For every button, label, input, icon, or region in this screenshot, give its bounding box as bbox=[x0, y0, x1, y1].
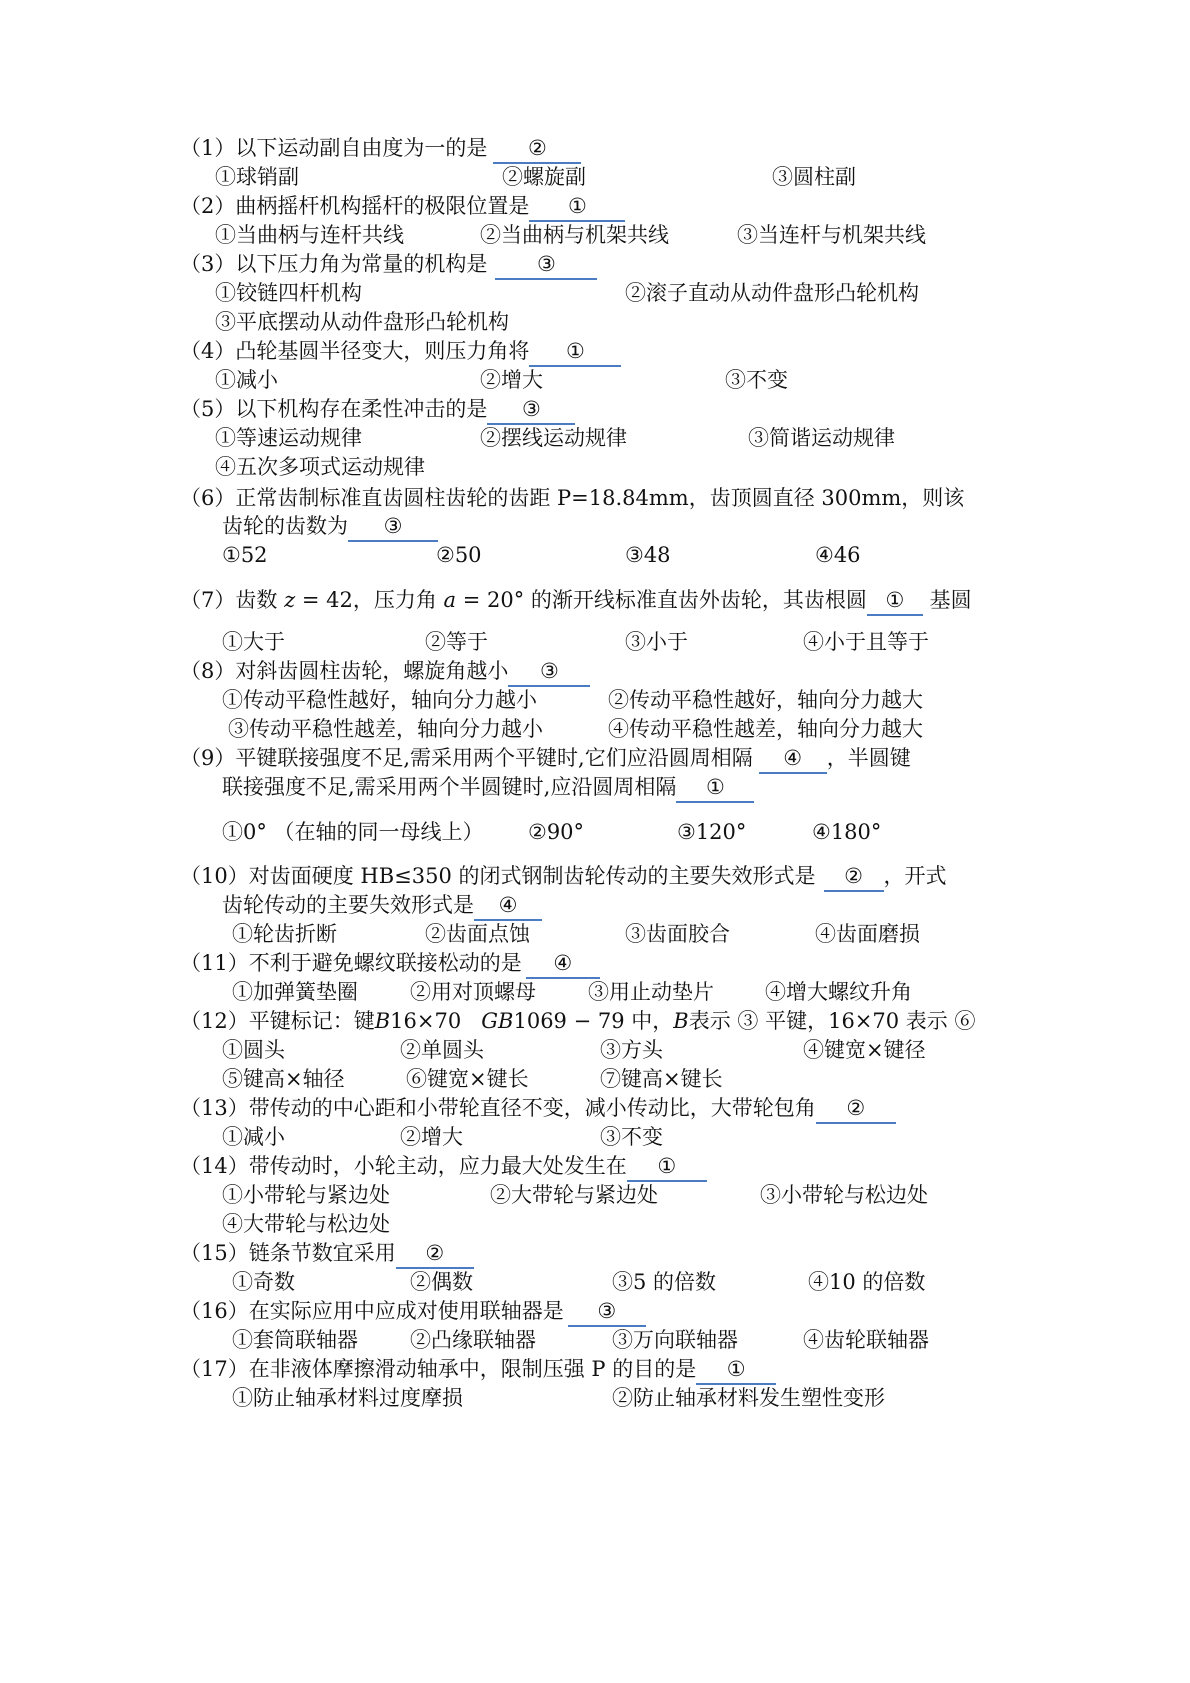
option: ⑤键高×轴径 bbox=[222, 1067, 345, 1091]
question-15 bbox=[180, 1239, 474, 1269]
option: ③圆柱副 bbox=[772, 165, 856, 189]
question-8 bbox=[180, 657, 590, 687]
math-variable: z bbox=[284, 588, 296, 612]
math-value: 16×70 bbox=[390, 1009, 462, 1033]
question-stem: （1）以下运动副自由度为一的是 bbox=[180, 136, 488, 160]
option: ②摆线运动规律 bbox=[480, 426, 627, 450]
option: ①大于 bbox=[222, 630, 285, 654]
answer-blank: ④ bbox=[759, 744, 827, 774]
option: ②等于 bbox=[425, 630, 488, 654]
option: ①小带轮与紧边处 bbox=[222, 1183, 390, 1207]
question-6-line-1: （6）正常齿制标准直齿圆柱齿轮的齿距 P=18.84mm，齿顶圆直径 300mm，则该 bbox=[180, 486, 965, 510]
option: ②齿面点蚀 bbox=[425, 922, 530, 946]
question-stem: （4）凸轮基圆半径变大，则压力角将 bbox=[180, 339, 530, 363]
option: ①轮齿折断 bbox=[232, 922, 337, 946]
question-stem: ，开式 bbox=[883, 864, 947, 888]
option: ①当曲柄与连杆共线 bbox=[215, 223, 404, 247]
math-variable: a bbox=[443, 588, 457, 612]
question-stem: （10）对齿面硬度 HB≤350 的闭式钢制齿轮传动的主要失效形式是 bbox=[180, 864, 816, 888]
option: ③不变 bbox=[725, 368, 788, 392]
option: ①圆头 bbox=[222, 1038, 285, 1062]
question-1 bbox=[180, 134, 581, 164]
option: ③当连杆与机架共线 bbox=[737, 223, 926, 247]
question-stem: （5）以下机构存在柔性冲击的是 bbox=[180, 397, 488, 421]
question-stem: 齿轮的齿数为 bbox=[222, 514, 348, 538]
option: ①奇数 bbox=[232, 1270, 295, 1294]
question-stem: ，半圆键 bbox=[826, 746, 911, 770]
option: ①传动平稳性越好，轴向分力越小 bbox=[222, 688, 537, 712]
math-value: = 20° bbox=[462, 588, 525, 612]
option: ②增大 bbox=[400, 1125, 463, 1149]
option: ①球销副 bbox=[215, 165, 299, 189]
option: ③传动平稳性越差，轴向分力越小 bbox=[228, 717, 543, 741]
question-stem: （14）带传动时，小轮主动，应力最大处发生在 bbox=[180, 1154, 627, 1178]
option: ②偶数 bbox=[410, 1270, 473, 1294]
question-stem: （11）不利于避免螺纹联接松动的是 bbox=[180, 951, 522, 975]
option: ④键宽×键径 bbox=[803, 1038, 926, 1062]
option: ①防止轴承材料过度摩损 bbox=[232, 1386, 463, 1410]
answer-mark: ⑥ bbox=[954, 1009, 976, 1033]
option: ②增大 bbox=[480, 368, 543, 392]
answer-blank: ③ bbox=[508, 657, 590, 687]
option: ④10 的倍数 bbox=[808, 1270, 926, 1294]
answer-blank: ① bbox=[627, 1152, 707, 1182]
answer-blank: ① bbox=[696, 1355, 776, 1385]
question-stem: （7）齿数 bbox=[180, 588, 278, 612]
option: ④传动平稳性越差，轴向分力越大 bbox=[608, 717, 923, 741]
question-stem: （12）平键标记：键 bbox=[180, 1009, 375, 1033]
option: ②防止轴承材料发生塑性变形 bbox=[612, 1386, 885, 1410]
option: ②用对顶螺母 bbox=[410, 980, 536, 1004]
answer-blank: ④ bbox=[526, 949, 600, 979]
option: ①减小 bbox=[215, 368, 278, 392]
answer-blank: ① bbox=[529, 337, 621, 367]
option: ①等速运动规律 bbox=[215, 426, 362, 450]
answer-blank: ① bbox=[529, 192, 625, 222]
question-stem: （8）对斜齿圆柱齿轮，螺旋角越小 bbox=[180, 659, 509, 683]
math-variable: B bbox=[673, 1009, 689, 1033]
option: ④五次多项式运动规律 bbox=[215, 455, 425, 479]
math-variable: GB bbox=[481, 1009, 514, 1033]
question-14 bbox=[180, 1152, 707, 1182]
question-stem: （15）链条节数宜采用 bbox=[180, 1241, 396, 1265]
option: ③小于 bbox=[625, 630, 688, 654]
question-stem: 的渐开线标准直齿外齿轮，其齿根圆 bbox=[530, 588, 867, 612]
question-9-line-2 bbox=[222, 773, 754, 803]
option: ②90° bbox=[528, 820, 585, 844]
answer-blank: ③ bbox=[487, 395, 575, 425]
option: ③5 的倍数 bbox=[612, 1270, 717, 1294]
option: ⑥键宽×键长 bbox=[406, 1067, 529, 1091]
question-2 bbox=[180, 192, 625, 222]
option: ②滚子直动从动件盘形凸轮机构 bbox=[625, 281, 919, 305]
question-5 bbox=[180, 395, 575, 425]
question-4 bbox=[180, 337, 621, 367]
option: ①套筒联轴器 bbox=[232, 1328, 358, 1352]
option: ④46 bbox=[815, 543, 861, 567]
option: ②传动平稳性越好，轴向分力越大 bbox=[608, 688, 923, 712]
option: ③不变 bbox=[600, 1125, 663, 1149]
question-stem: 1069 − 79 中， bbox=[513, 1009, 674, 1033]
answer-blank: ② bbox=[824, 862, 884, 892]
question-stem: （3）以下压力角为常量的机构是 bbox=[180, 252, 488, 276]
question-17 bbox=[180, 1355, 776, 1385]
question-3 bbox=[180, 250, 597, 280]
answer-blank: ④ bbox=[474, 891, 542, 921]
question-stem: （9）平键联接强度不足,需采用两个平键时,它们应沿圆周相隔 bbox=[180, 746, 753, 770]
option: ②凸缘联轴器 bbox=[410, 1328, 536, 1352]
question-6-line-2 bbox=[222, 512, 438, 542]
question-stem: （13）带传动的中心距和小带轮直径不变，减小传动比，大带轮包角 bbox=[180, 1096, 816, 1120]
question-stem: 基圆 bbox=[929, 588, 972, 612]
option: ③齿面胶合 bbox=[625, 922, 730, 946]
option: ③小带轮与松边处 bbox=[760, 1183, 928, 1207]
option: ③120° bbox=[677, 820, 747, 844]
option: ①加弹簧垫圈 bbox=[232, 980, 358, 1004]
option: ③万向联轴器 bbox=[612, 1328, 738, 1352]
option: ②50 bbox=[436, 543, 482, 567]
question-10-line-1 bbox=[180, 862, 947, 892]
question-stem: 联接强度不足,需采用两个半圆键时,应沿圆周相隔 bbox=[222, 775, 677, 799]
option: ④增大螺纹升角 bbox=[765, 980, 912, 1004]
option: ②螺旋副 bbox=[502, 165, 586, 189]
question-16 bbox=[180, 1297, 646, 1327]
answer-blank: ③ bbox=[495, 250, 597, 280]
question-10-line-2 bbox=[222, 891, 542, 921]
question-stem: （2）曲柄摇杆机构摇杆的极限位置是 bbox=[180, 194, 530, 218]
option: ①铰链四杆机构 bbox=[215, 281, 362, 305]
option: ⑦键高×键长 bbox=[600, 1067, 723, 1091]
question-7 bbox=[180, 586, 972, 616]
option: ①52 bbox=[222, 543, 268, 567]
question-13 bbox=[180, 1094, 896, 1124]
option: ①减小 bbox=[222, 1125, 285, 1149]
question-stem: 齿轮传动的主要失效形式是 bbox=[222, 893, 474, 917]
question-12 bbox=[180, 1007, 975, 1035]
option: ①0° （在轴的同一母线上） bbox=[222, 820, 484, 844]
option: ④大带轮与松边处 bbox=[222, 1212, 390, 1236]
option: ④齿面磨损 bbox=[815, 922, 920, 946]
question-stem: （17）在非液体摩擦滑动轴承中，限制压强 P 的目的是 bbox=[180, 1357, 697, 1381]
option: ④齿轮联轴器 bbox=[803, 1328, 929, 1352]
answer-blank: ③ bbox=[348, 512, 438, 542]
option: ③简谐运动规律 bbox=[748, 426, 895, 450]
answer-blank: ② bbox=[396, 1239, 474, 1269]
option: ③48 bbox=[625, 543, 671, 567]
option: ②大带轮与紧边处 bbox=[490, 1183, 658, 1207]
answer-mark: ③ bbox=[737, 1009, 759, 1033]
math-value: = 42，压力角 bbox=[301, 588, 437, 612]
option: ④180° bbox=[812, 820, 882, 844]
answer-blank: ② bbox=[493, 134, 581, 164]
option: ②当曲柄与机架共线 bbox=[480, 223, 669, 247]
answer-blank: ③ bbox=[568, 1297, 646, 1327]
answer-blank: ② bbox=[816, 1094, 896, 1124]
option: ③方头 bbox=[600, 1038, 663, 1062]
question-stem: 平键，16×70 表示 bbox=[765, 1009, 948, 1033]
question-stem: （16）在实际应用中应成对使用联轴器是 bbox=[180, 1299, 564, 1323]
answer-blank: ① bbox=[867, 586, 923, 616]
question-9-line-1 bbox=[180, 744, 911, 774]
option: ③平底摆动从动件盘形凸轮机构 bbox=[215, 310, 509, 334]
answer-blank: ① bbox=[676, 773, 754, 803]
option: ②单圆头 bbox=[400, 1038, 484, 1062]
option: ④小于且等于 bbox=[803, 630, 929, 654]
question-stem: 表示 bbox=[688, 1009, 731, 1033]
option: ③用止动垫片 bbox=[588, 980, 714, 1004]
question-11 bbox=[180, 949, 600, 979]
math-variable: B bbox=[374, 1009, 391, 1033]
